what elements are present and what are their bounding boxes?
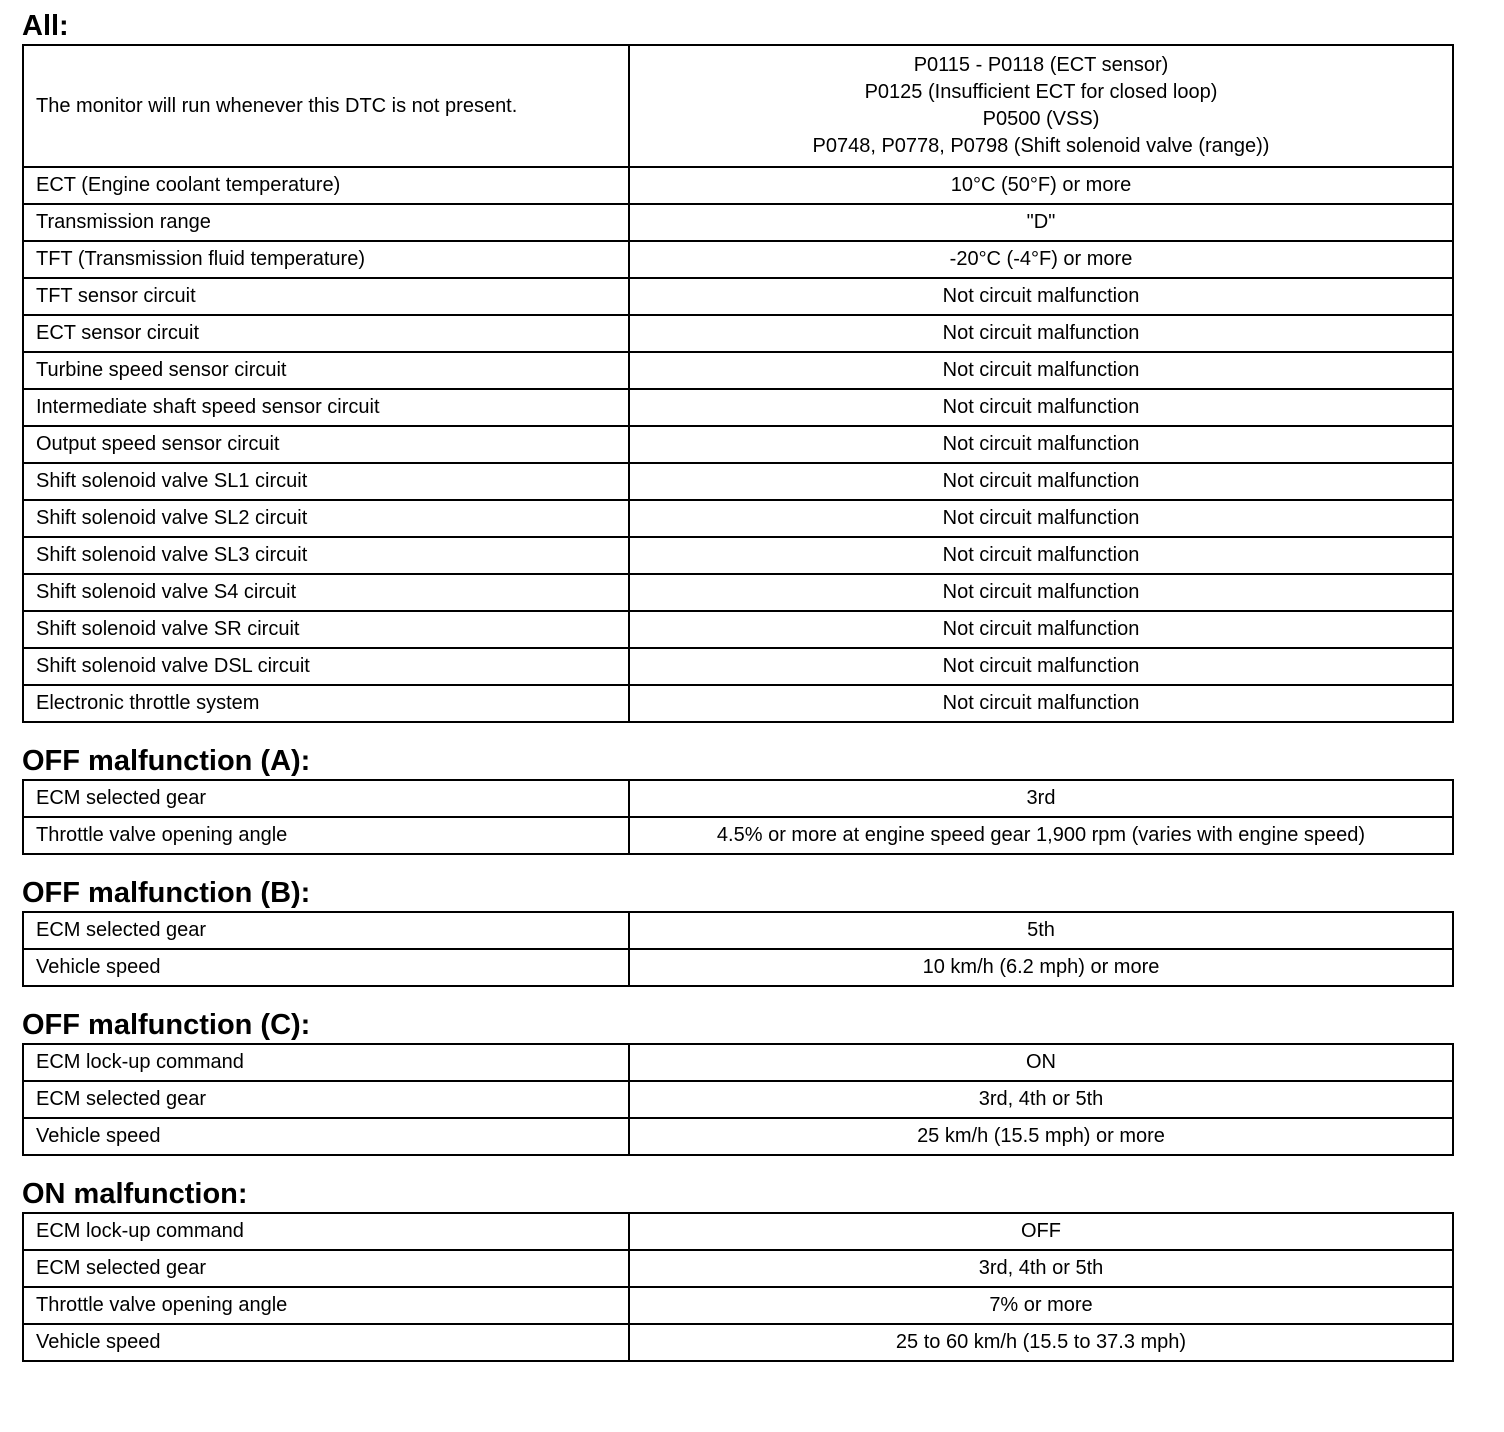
condition-value: Not circuit malfunction: [629, 278, 1453, 315]
conditions-table-all: [22, 44, 1454, 723]
table-row: [23, 389, 1453, 426]
table-row: [23, 912, 1453, 949]
section-heading-off-malfunction-a: OFF malfunction (A):: [22, 745, 311, 777]
condition-label: Turbine speed sensor circuit: [23, 352, 629, 389]
condition-label: Throttle valve opening angle: [23, 817, 629, 854]
table-row: [23, 278, 1453, 315]
section-heading-off-malfunction-c: OFF malfunction (C):: [22, 1009, 311, 1041]
condition-label: Throttle valve opening angle: [23, 1287, 629, 1324]
table-row: [23, 537, 1453, 574]
condition-label: Shift solenoid valve SL2 circuit: [23, 500, 629, 537]
condition-value: Not circuit malfunction: [629, 537, 1453, 574]
condition-label: Vehicle speed: [23, 1324, 629, 1361]
conditions-table-on-malfunction: [22, 1212, 1454, 1362]
section-heading-on-malfunction: ON malfunction:: [22, 1178, 248, 1210]
table-row: [23, 1081, 1453, 1118]
condition-value: 3rd: [629, 780, 1453, 817]
section-heading-off-malfunction-b: OFF malfunction (B):: [22, 877, 311, 909]
condition-label: Vehicle speed: [23, 1118, 629, 1155]
condition-value: ON: [629, 1044, 1453, 1081]
dtc-list: [629, 45, 1453, 167]
dtc-line: P0125 (Insufficient ECT for closed loop): [864, 81, 1218, 103]
condition-value: 4.5% or more at engine speed gear 1,900 rpm (varies with engine speed): [629, 817, 1453, 854]
condition-label: TFT sensor circuit: [23, 278, 629, 315]
table-row: [23, 780, 1453, 817]
table-row: [23, 1118, 1453, 1155]
conditions-table-off-malfunction-b: [22, 911, 1454, 987]
table-row: [23, 1324, 1453, 1361]
condition-value: 3rd, 4th or 5th: [629, 1250, 1453, 1287]
condition-value: 25 km/h (15.5 mph) or more: [629, 1118, 1453, 1155]
condition-label: ECT (Engine coolant temperature): [23, 167, 629, 204]
table-row: [23, 1250, 1453, 1287]
table-row: [23, 949, 1453, 986]
condition-label: TFT (Transmission fluid temperature): [23, 241, 629, 278]
condition-label: Shift solenoid valve SL1 circuit: [23, 463, 629, 500]
condition-label: Electronic throttle system: [23, 685, 629, 722]
condition-label: The monitor will run whenever this DTC is not present.: [23, 45, 629, 167]
condition-value: Not circuit malfunction: [629, 500, 1453, 537]
condition-label: Vehicle speed: [23, 949, 629, 986]
dtc-line: P0748, P0778, P0798 (Shift solenoid valve (range)): [812, 135, 1270, 157]
table-row: [23, 611, 1453, 648]
table-row: [23, 426, 1453, 463]
table-row: [23, 463, 1453, 500]
section-heading-all: All:: [22, 10, 69, 42]
condition-label: Transmission range: [23, 204, 629, 241]
table-row: [23, 685, 1453, 722]
condition-label: ECM lock-up command: [23, 1044, 629, 1081]
table-row: [23, 574, 1453, 611]
condition-value: OFF: [629, 1213, 1453, 1250]
condition-label: ECM selected gear: [23, 1250, 629, 1287]
table-row: [23, 1287, 1453, 1324]
condition-value: Not circuit malfunction: [629, 685, 1453, 722]
condition-label: ECT sensor circuit: [23, 315, 629, 352]
condition-label: Shift solenoid valve SR circuit: [23, 611, 629, 648]
condition-value: 7% or more: [629, 1287, 1453, 1324]
condition-label: Output speed sensor circuit: [23, 426, 629, 463]
condition-value: 10°C (50°F) or more: [629, 167, 1453, 204]
condition-value: 3rd, 4th or 5th: [629, 1081, 1453, 1118]
condition-value: Not circuit malfunction: [629, 611, 1453, 648]
condition-value: Not circuit malfunction: [629, 389, 1453, 426]
dtc-line: P0115 - P0118 (ECT sensor): [913, 54, 1169, 76]
condition-value: "D": [629, 204, 1453, 241]
condition-value: 25 to 60 km/h (15.5 to 37.3 mph): [629, 1324, 1453, 1361]
condition-value: Not circuit malfunction: [629, 315, 1453, 352]
condition-label: Intermediate shaft speed sensor circuit: [23, 389, 629, 426]
condition-value: -20°C (-4°F) or more: [629, 241, 1453, 278]
table-row: [23, 648, 1453, 685]
conditions-table-off-malfunction-a: [22, 779, 1454, 855]
table-row: [23, 817, 1453, 854]
table-row: [23, 45, 1453, 167]
condition-value: Not circuit malfunction: [629, 426, 1453, 463]
condition-value: Not circuit malfunction: [629, 574, 1453, 611]
condition-label: ECM lock-up command: [23, 1213, 629, 1250]
table-row: [23, 352, 1453, 389]
condition-label: ECM selected gear: [23, 780, 629, 817]
condition-label: Shift solenoid valve SL3 circuit: [23, 537, 629, 574]
condition-value: 5th: [629, 912, 1453, 949]
table-row: [23, 315, 1453, 352]
dtc-line: P0500 (VSS): [982, 108, 1100, 130]
condition-label: ECM selected gear: [23, 912, 629, 949]
table-row: [23, 500, 1453, 537]
condition-value: Not circuit malfunction: [629, 463, 1453, 500]
document-page: [22, 8, 1454, 1382]
condition-value: 10 km/h (6.2 mph) or more: [629, 949, 1453, 986]
condition-label: Shift solenoid valve DSL circuit: [23, 648, 629, 685]
table-row: [23, 1044, 1453, 1081]
condition-value: Not circuit malfunction: [629, 648, 1453, 685]
conditions-table-off-malfunction-c: [22, 1043, 1454, 1156]
table-row: [23, 1213, 1453, 1250]
condition-label: ECM selected gear: [23, 1081, 629, 1118]
table-row: [23, 204, 1453, 241]
condition-value: Not circuit malfunction: [629, 352, 1453, 389]
condition-label: Shift solenoid valve S4 circuit: [23, 574, 629, 611]
table-row: [23, 167, 1453, 204]
table-row: [23, 241, 1453, 278]
